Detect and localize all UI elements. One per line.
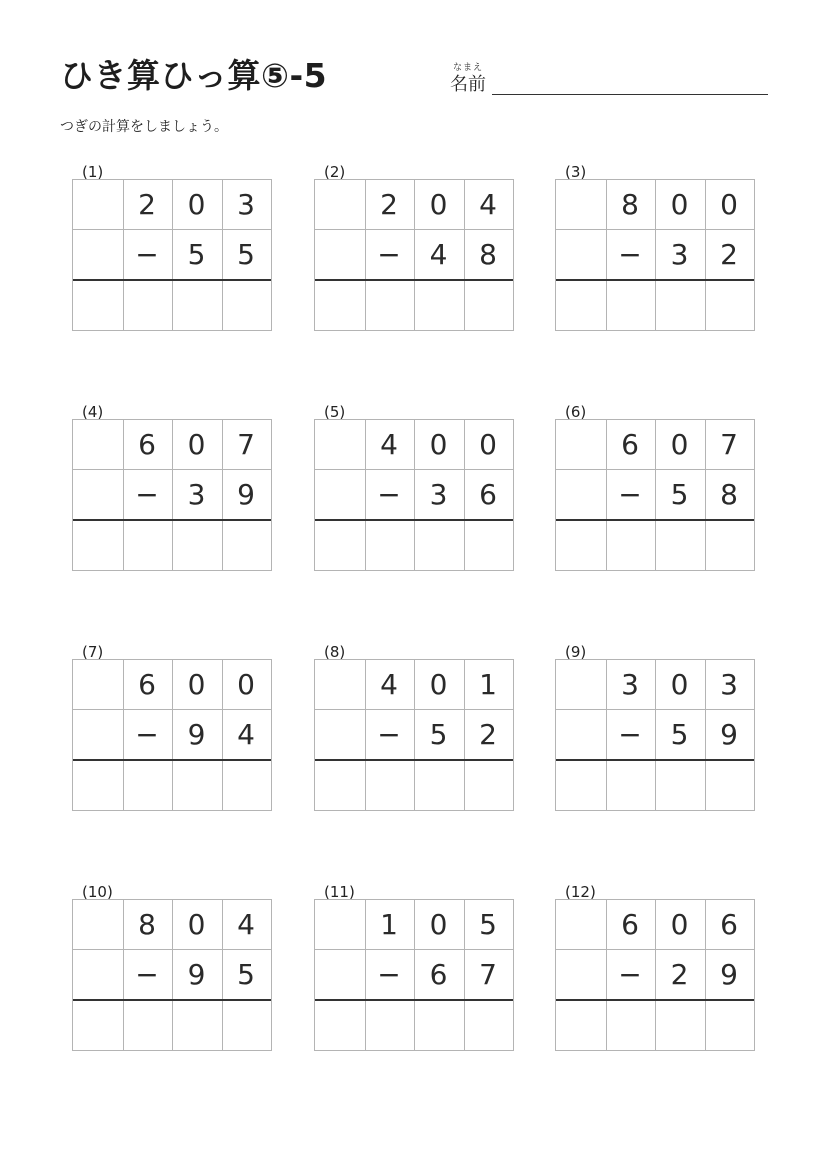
minuend-digit: 3 xyxy=(720,668,738,701)
subtrahend-digit: 5 xyxy=(670,478,689,511)
answer-cell[interactable] xyxy=(464,761,513,810)
minuend-digit: 6 xyxy=(621,428,639,461)
answer-cell[interactable] xyxy=(464,281,513,330)
subtrahend-digit: 3 xyxy=(187,478,206,511)
minuend-digit: 0 xyxy=(237,668,255,701)
subtrahend-digit: 6 xyxy=(429,958,448,991)
answer-cell[interactable] xyxy=(73,521,122,570)
answer-cell[interactable] xyxy=(73,761,122,810)
minuend-digit: 0 xyxy=(720,188,738,221)
problem-number: (1) xyxy=(82,163,104,181)
minuend-digit: 2 xyxy=(380,188,398,221)
problem-8 xyxy=(314,643,514,823)
minuend-digit: 0 xyxy=(670,428,689,461)
minuend-digit: 4 xyxy=(380,668,398,701)
problem-1 xyxy=(72,163,272,343)
answer-cell[interactable] xyxy=(606,761,655,810)
calculation-grid xyxy=(314,899,514,1051)
calculation-grid xyxy=(555,899,755,1051)
answer-cell[interactable] xyxy=(123,521,172,570)
minus-sign: − xyxy=(377,478,401,511)
minuend-digit: 6 xyxy=(138,668,156,701)
answer-cell[interactable] xyxy=(705,281,754,330)
subtrahend-digit: 9 xyxy=(187,958,206,991)
answer-cell[interactable] xyxy=(414,521,463,570)
subtrahend-digit: 8 xyxy=(720,478,738,511)
subtrahend-digit: 5 xyxy=(187,238,206,271)
problem-11 xyxy=(314,883,514,1063)
minus-sign: − xyxy=(618,958,642,991)
calculation-grid xyxy=(314,179,514,331)
answer-cell[interactable] xyxy=(222,521,271,570)
answer-cell[interactable] xyxy=(414,761,463,810)
problem-number: (5) xyxy=(324,403,346,421)
answer-cell[interactable] xyxy=(556,521,605,570)
minuend-digit: 8 xyxy=(621,188,639,221)
answer-cell[interactable] xyxy=(705,1001,754,1050)
problem-12 xyxy=(555,883,755,1063)
subtrahend-digit: 5 xyxy=(237,238,255,271)
minuend-digit: 1 xyxy=(479,668,497,701)
answer-cell[interactable] xyxy=(172,761,221,810)
problem-3 xyxy=(555,163,755,343)
answer-cell[interactable] xyxy=(172,281,221,330)
answer-cell[interactable] xyxy=(222,1001,271,1050)
answer-cell[interactable] xyxy=(606,281,655,330)
minuend-digit: 6 xyxy=(138,428,156,461)
answer-cell[interactable] xyxy=(315,281,364,330)
answer-cell[interactable] xyxy=(556,761,605,810)
subtrahend-digit: 3 xyxy=(429,478,448,511)
minuend-digit: 4 xyxy=(237,908,255,941)
answer-cell[interactable] xyxy=(73,281,122,330)
subtrahend-digit: 9 xyxy=(187,718,206,751)
minus-sign: − xyxy=(135,238,159,271)
minuend-digit: 0 xyxy=(429,188,448,221)
answer-cell[interactable] xyxy=(315,1001,364,1050)
answer-cell[interactable] xyxy=(365,281,414,330)
calculation-grid xyxy=(555,659,755,811)
minuend-digit: 0 xyxy=(187,428,206,461)
answer-cell[interactable] xyxy=(73,1001,122,1050)
answer-cell[interactable] xyxy=(655,281,704,330)
subtrahend-digit: 5 xyxy=(429,718,448,751)
worksheet-title: ひき算ひっ算⑤-5 xyxy=(60,56,328,95)
problem-number: (8) xyxy=(324,643,346,661)
name-furigana: なまえ xyxy=(453,63,484,73)
answer-cell[interactable] xyxy=(222,761,271,810)
minuend-digit: 7 xyxy=(720,428,738,461)
minuend-digit: 6 xyxy=(621,908,639,941)
problem-10 xyxy=(72,883,272,1063)
answer-cell[interactable] xyxy=(315,521,364,570)
calculation-grid xyxy=(314,659,514,811)
answer-cell[interactable] xyxy=(556,281,605,330)
subtrahend-digit: 3 xyxy=(670,238,689,271)
answer-cell[interactable] xyxy=(123,1001,172,1050)
minuend-digit: 4 xyxy=(479,188,497,221)
calculation-grid xyxy=(72,899,272,1051)
minuend-digit: 0 xyxy=(670,668,689,701)
minuend-digit: 5 xyxy=(479,908,497,941)
problem-number: (2) xyxy=(324,163,346,181)
answer-cell[interactable] xyxy=(705,521,754,570)
subtrahend-digit: 6 xyxy=(479,478,497,511)
problem-number: (4) xyxy=(82,403,104,421)
subtrahend-digit: 9 xyxy=(720,718,738,751)
answer-cell[interactable] xyxy=(123,281,172,330)
answer-cell[interactable] xyxy=(172,521,221,570)
answer-cell[interactable] xyxy=(705,761,754,810)
minus-sign: − xyxy=(135,718,159,751)
subtrahend-digit: 9 xyxy=(720,958,738,991)
subtrahend-digit: 2 xyxy=(670,958,689,991)
minus-sign: − xyxy=(135,958,159,991)
answer-cell[interactable] xyxy=(365,1001,414,1050)
subtrahend-digit: 4 xyxy=(429,238,448,271)
minuend-digit: 6 xyxy=(720,908,738,941)
minus-sign: − xyxy=(618,238,642,271)
subtrahend-digit: 9 xyxy=(237,478,255,511)
minus-sign: − xyxy=(377,958,401,991)
minus-sign: − xyxy=(135,478,159,511)
subtrahend-digit: 5 xyxy=(670,718,689,751)
answer-cell[interactable] xyxy=(606,1001,655,1050)
instruction-text: つぎの計算をしましょう。 xyxy=(60,119,228,135)
minuend-digit: 0 xyxy=(187,188,206,221)
problem-6 xyxy=(555,403,755,583)
subtrahend-digit: 8 xyxy=(479,238,497,271)
answer-cell[interactable] xyxy=(556,1001,605,1050)
minuend-digit: 0 xyxy=(429,908,448,941)
problem-5 xyxy=(314,403,514,583)
minus-sign: − xyxy=(618,718,642,751)
minuend-digit: 0 xyxy=(429,668,448,701)
problem-9 xyxy=(555,643,755,823)
calculation-grid xyxy=(72,659,272,811)
answer-cell[interactable] xyxy=(655,761,704,810)
answer-cell[interactable] xyxy=(464,1001,513,1050)
calculation-grid xyxy=(555,419,755,571)
subtrahend-digit: 5 xyxy=(237,958,255,991)
answer-cell[interactable] xyxy=(315,761,364,810)
answer-cell[interactable] xyxy=(123,761,172,810)
answer-cell[interactable] xyxy=(606,521,655,570)
problem-7 xyxy=(72,643,272,823)
answer-cell[interactable] xyxy=(414,1001,463,1050)
subtrahend-digit: 4 xyxy=(237,718,255,751)
minuend-digit: 0 xyxy=(670,908,689,941)
minuend-digit: 3 xyxy=(237,188,255,221)
problem-number: (12) xyxy=(565,883,596,901)
problem-number: (6) xyxy=(565,403,587,421)
calculation-grid xyxy=(555,179,755,331)
problem-number: (7) xyxy=(82,643,104,661)
minuend-digit: 0 xyxy=(670,188,689,221)
calculation-grid xyxy=(314,419,514,571)
minus-sign: − xyxy=(377,718,401,751)
subtrahend-digit: 7 xyxy=(479,958,497,991)
answer-cell[interactable] xyxy=(414,281,463,330)
problem-4 xyxy=(72,403,272,583)
problem-number: (9) xyxy=(565,643,587,661)
subtrahend-digit: 2 xyxy=(479,718,497,751)
problem-number: (10) xyxy=(82,883,113,901)
problem-number: (3) xyxy=(565,163,587,181)
name-write-line[interactable] xyxy=(492,94,768,95)
minuend-digit: 2 xyxy=(138,188,156,221)
answer-cell[interactable] xyxy=(365,761,414,810)
minuend-digit: 3 xyxy=(621,668,639,701)
answer-cell[interactable] xyxy=(655,521,704,570)
minuend-digit: 0 xyxy=(187,668,206,701)
answer-cell[interactable] xyxy=(222,281,271,330)
calculation-grid xyxy=(72,419,272,571)
subtrahend-digit: 2 xyxy=(720,238,738,271)
minuend-digit: 1 xyxy=(380,908,398,941)
calculation-grid xyxy=(72,179,272,331)
answer-cell[interactable] xyxy=(464,521,513,570)
problem-2 xyxy=(314,163,514,343)
minus-sign: − xyxy=(618,478,642,511)
minuend-digit: 0 xyxy=(429,428,448,461)
minuend-digit: 7 xyxy=(237,428,255,461)
answer-cell[interactable] xyxy=(365,521,414,570)
minus-sign: − xyxy=(377,238,401,271)
answer-cell[interactable] xyxy=(655,1001,704,1050)
minuend-digit: 0 xyxy=(479,428,497,461)
problem-number: (11) xyxy=(324,883,355,901)
minuend-digit: 4 xyxy=(380,428,398,461)
answer-cell[interactable] xyxy=(172,1001,221,1050)
minuend-digit: 8 xyxy=(138,908,156,941)
name-label: 名前 xyxy=(450,74,486,95)
minuend-digit: 0 xyxy=(187,908,206,941)
